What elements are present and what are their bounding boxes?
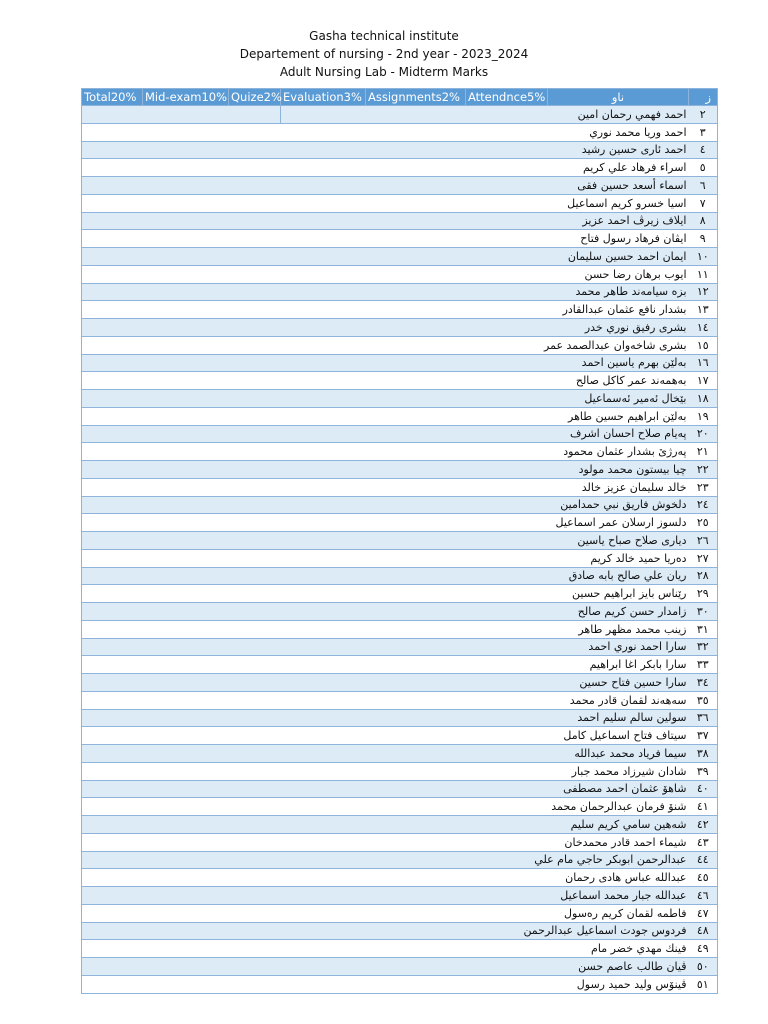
score-cells-left[interactable] [82,496,281,514]
score-cells-right[interactable] [281,425,548,443]
student-number: ١١ [689,265,718,283]
score-cells-right[interactable] [281,212,548,230]
student-name: بەهمەند عمر كاكل صالح [548,372,689,390]
score-cells-right[interactable] [281,638,548,656]
table-row [82,638,718,656]
student-name: عبدالرحمن ابوبكر حاجي مام علي [548,851,689,869]
table-row [82,887,718,905]
course-title: Adult Nursing Lab - Midterm Marks [279,65,489,79]
col-header-evaluation[interactable]: Evaluation3% [281,89,366,106]
table-row [82,319,718,337]
student-number: ٤١ [689,798,718,816]
student-number: ٨ [689,212,718,230]
score-cells-left[interactable] [82,674,281,692]
table-row [82,656,718,674]
student-name: پەيام صلاح احسان اشرف [548,425,689,443]
student-number: ٩ [689,230,718,248]
marks-table [81,88,718,994]
score-cells-left[interactable] [82,620,281,638]
table-row [82,727,718,745]
score-cells-right[interactable] [281,816,548,834]
student-name: اسيا خسرو كريم اسماعيل [548,194,689,212]
student-number: ١٠ [689,248,718,266]
score-cells-right[interactable] [281,904,548,922]
score-cells-left[interactable] [82,833,281,851]
table-row [82,975,718,993]
score-cells-left[interactable] [82,869,281,887]
score-cells-left[interactable] [82,922,281,940]
score-cells-right[interactable] [281,780,548,798]
score-cells-left[interactable] [82,159,281,177]
student-name: عبدالله عباس هادى رحمان [548,869,689,887]
score-cells-left[interactable] [82,336,281,354]
score-cells-right[interactable] [281,354,548,372]
score-cells-right[interactable] [281,709,548,727]
score-cells-right[interactable] [281,532,548,550]
col-header-number[interactable]: ز [689,89,718,106]
student-name: سەهەند لقمان قادر محمد [548,691,689,709]
score-cells-left[interactable] [82,798,281,816]
score-cells-left[interactable] [82,549,281,567]
student-name: احمد فهمي رحمان امين [548,106,689,124]
student-name: ايڤان فرهاد رسول فتاح [548,230,689,248]
score-cells-right[interactable] [281,549,548,567]
score-cells-left[interactable] [82,691,281,709]
student-number: ٥١ [689,975,718,993]
score-cells-left[interactable] [82,194,281,212]
score-cells-right[interactable] [281,265,548,283]
score-cells-right[interactable] [281,123,548,141]
student-number: ٦ [689,177,718,195]
score-cells-right[interactable] [281,922,548,940]
table-row [82,461,718,479]
table-row [82,425,718,443]
score-cells-right[interactable] [281,461,548,479]
col-header-attendance[interactable]: Attendnce5% [466,89,548,106]
score-cells-left[interactable] [82,851,281,869]
score-cells-left[interactable] [82,585,281,603]
student-name: شنۆ فرمان عبدالرحمان محمد [548,798,689,816]
student-name: فردوس جودت اسماعيل عبدالرحمن [548,922,689,940]
table-row [82,230,718,248]
score-cells-right[interactable] [281,762,548,780]
score-cells-left[interactable] [82,904,281,922]
score-cells-left[interactable] [82,230,281,248]
student-name: زامدار حسن كريم صالح [548,603,689,621]
score-cells-left[interactable] [82,372,281,390]
score-cells-left[interactable] [82,265,281,283]
table-row [82,478,718,496]
student-number: ٢٥ [689,514,718,532]
score-cells-left[interactable] [82,461,281,479]
student-number: ٣٩ [689,762,718,780]
student-name: خالد سليمان عزيز خالد [548,478,689,496]
student-number: ٢١ [689,443,718,461]
student-name: احمد ئاری حسين رشيد [548,141,689,159]
score-cells-right[interactable] [281,656,548,674]
score-cells-left[interactable] [82,727,281,745]
student-name: بزه سيامەند طاهر محمد [548,283,689,301]
student-name: سارا حسين فتاح حسين [548,674,689,692]
score-cells-right[interactable] [281,372,548,390]
student-number: ٢ [689,106,718,124]
student-number: ٤٩ [689,940,718,958]
score-cells-right[interactable] [281,603,548,621]
student-name: شاهۆ عثمان احمد مصطفى [548,780,689,798]
student-name: ريان علي صالح بابه صادق [548,567,689,585]
table-row [82,283,718,301]
table-row [82,106,718,124]
student-number: ٥ [689,159,718,177]
institute-name: Gasha technical institute [309,29,459,43]
student-number: ٢٩ [689,585,718,603]
table-row [82,709,718,727]
student-number: ١٦ [689,354,718,372]
student-number: ١٤ [689,319,718,337]
table-row [82,745,718,763]
score-cells-right[interactable] [281,958,548,976]
student-name: سولين سالم سليم احمد [548,709,689,727]
student-name: بێخال ئەمير ئەسماعيل [548,390,689,408]
score-cells-left[interactable] [82,390,281,408]
table-row [82,123,718,141]
student-name: بشرى شاخەوان عبدالصمد عمر [548,336,689,354]
score-cells-left[interactable] [82,141,281,159]
score-cells-left[interactable] [82,425,281,443]
score-cells-left[interactable] [82,975,281,993]
student-name: عبدالله جبار محمد اسماعيل [548,887,689,905]
table-row [82,620,718,638]
table-row [82,798,718,816]
score-cells-left[interactable] [82,248,281,266]
score-cells-right[interactable] [281,230,548,248]
score-cells-right[interactable] [281,514,548,532]
score-cells-left[interactable] [82,656,281,674]
student-name: سيتاف فتاح اسماعيل كامل [548,727,689,745]
table-row [82,248,718,266]
student-number: ٢٠ [689,425,718,443]
student-number: ٣٤ [689,674,718,692]
student-name: اسماء أسعد حسين فقى [548,177,689,195]
student-number: ٣١ [689,620,718,638]
table-row [82,780,718,798]
table-row [82,177,718,195]
col-header-assignments[interactable]: Assignments2% [366,89,466,106]
score-cells-right[interactable] [281,833,548,851]
table-row [82,922,718,940]
score-cells-left[interactable] [82,283,281,301]
student-number: ٢٨ [689,567,718,585]
table-row [82,940,718,958]
student-name: ڤينۆس وليد حميد رسول [548,975,689,993]
student-name: دياری صلاح صباح ياسين [548,532,689,550]
student-name: ڤيان طالب عاصم حسن [548,958,689,976]
score-cells-left[interactable] [82,638,281,656]
col-header-total[interactable]: Total20% [82,89,143,106]
score-cells-right[interactable] [281,798,548,816]
student-number: ١٣ [689,301,718,319]
student-number: ٣ [689,123,718,141]
table-body [82,106,718,994]
score-cells-right[interactable] [281,585,548,603]
score-cells-right[interactable] [281,194,548,212]
score-cells-left[interactable] [82,123,281,141]
col-header-midexam[interactable]: Mid-exam10% [143,89,229,106]
score-cells-right[interactable] [281,691,548,709]
table-row [82,390,718,408]
student-number: ٧ [689,194,718,212]
student-number: ٤٤ [689,851,718,869]
student-number: ٥٠ [689,958,718,976]
table-row [82,265,718,283]
score-cells-left[interactable] [82,478,281,496]
score-cells-right[interactable] [281,106,548,124]
score-cells-left[interactable] [82,443,281,461]
table-row [82,159,718,177]
score-cells-right[interactable] [281,478,548,496]
score-cells-left[interactable] [82,567,281,585]
score-cells-right[interactable] [281,159,548,177]
student-number: ٤٣ [689,833,718,851]
header-row [82,89,718,106]
student-number: ٣٣ [689,656,718,674]
student-number: ٣٦ [689,709,718,727]
student-name: سارا احمد نوري احمد [548,638,689,656]
score-cells-right[interactable] [281,674,548,692]
col-header-name[interactable]: ناو [548,89,689,106]
student-number: ٣٢ [689,638,718,656]
student-name: شادان شيرزاد محمد جبار [548,762,689,780]
table-row [82,514,718,532]
table-row [82,851,718,869]
table-row [82,194,718,212]
student-name: شيماء احمد قادر محمدخان [548,833,689,851]
student-name: رێناس بايز ابراهيم حسين [548,585,689,603]
table-row [82,762,718,780]
score-cells-left[interactable] [82,532,281,550]
student-name: بەلێن بهرم ياسين احمد [548,354,689,372]
score-cells-left[interactable] [82,603,281,621]
score-cells-left[interactable] [82,177,281,195]
student-number: ٣٨ [689,745,718,763]
score-cells-right[interactable] [281,975,548,993]
student-number: ٤٨ [689,922,718,940]
score-cells-right[interactable] [281,620,548,638]
student-number: ٤ [689,141,718,159]
student-name: زينب محمد مظهر طاهر [548,620,689,638]
score-cells-left[interactable] [82,709,281,727]
student-number: ١٩ [689,407,718,425]
score-cells-right[interactable] [281,177,548,195]
score-cells-right[interactable] [281,443,548,461]
student-number: ٤٢ [689,816,718,834]
table-row [82,674,718,692]
table-row [82,691,718,709]
table-row [82,958,718,976]
score-cells-right[interactable] [281,390,548,408]
score-cells-right[interactable] [281,727,548,745]
score-cells-left[interactable] [82,958,281,976]
table-row [82,549,718,567]
col-header-quize[interactable]: Quize2% [229,89,281,106]
table-row [82,567,718,585]
table-row [82,336,718,354]
student-number: ٢٧ [689,549,718,567]
student-number: ٤٧ [689,904,718,922]
table-row [82,443,718,461]
score-cells-left[interactable] [82,407,281,425]
table-row [82,869,718,887]
table-row [82,141,718,159]
score-cells-left[interactable] [82,514,281,532]
score-cells-right[interactable] [281,283,548,301]
score-cells-right[interactable] [281,745,548,763]
student-number: ٣٠ [689,603,718,621]
student-name: بشدار نافع عثمان عبدالقادر [548,301,689,319]
student-number: ٢٤ [689,496,718,514]
table-row [82,301,718,319]
student-name: دلسوز ارسلان عمر اسماعيل [548,514,689,532]
student-number: ٢٣ [689,478,718,496]
student-name: پەرژێ بشدار عثمان محمود [548,443,689,461]
student-name: سيما فرياد محمد عبدالله [548,745,689,763]
score-cells-right[interactable] [281,301,548,319]
student-number: ٤٠ [689,780,718,798]
score-cells-left[interactable] [82,780,281,798]
score-cells-left[interactable] [82,762,281,780]
student-number: ٣٥ [689,691,718,709]
student-name: سارا بابكر اغا ابراهيم [548,656,689,674]
table-row [82,372,718,390]
table-row [82,904,718,922]
table-row [82,354,718,372]
score-cells-left[interactable] [82,940,281,958]
student-number: ١٧ [689,372,718,390]
table-row [82,496,718,514]
score-cells-right[interactable] [281,407,548,425]
student-number: ٤٥ [689,869,718,887]
score-cells-right[interactable] [281,851,548,869]
table-row [82,816,718,834]
student-number: ١٨ [689,390,718,408]
document-header [0,27,768,81]
student-name: فاطمه لقمان كريم رەسول [548,904,689,922]
department-line: Departement of nursing - 2nd year - 2023_2024 [239,47,529,61]
table-row [82,212,718,230]
score-cells-left[interactable] [82,301,281,319]
score-cells-right[interactable] [281,141,548,159]
student-number: ٤٦ [689,887,718,905]
table-row [82,833,718,851]
score-cells-left[interactable] [82,354,281,372]
score-cells-right[interactable] [281,887,548,905]
score-cells-right[interactable] [281,248,548,266]
table-row [82,603,718,621]
score-cells-left[interactable] [82,106,281,124]
student-name: ايوب برهان رضا حسن [548,265,689,283]
score-cells-left[interactable] [82,816,281,834]
student-name: دلخوش فاريق نبي حمدامين [548,496,689,514]
student-number: ٢٢ [689,461,718,479]
student-number: ١٢ [689,283,718,301]
score-cells-left[interactable] [82,887,281,905]
score-cells-left[interactable] [82,212,281,230]
student-name: بەلێن ابراهيم حسين طاهر [548,407,689,425]
student-name: اسراء فرهاد علي كريم [548,159,689,177]
student-name: چيا بيستون محمد مولود [548,461,689,479]
score-cells-left[interactable] [82,319,281,337]
student-name: فينك مهدي خضر مام [548,940,689,958]
student-number: ٣٧ [689,727,718,745]
student-number: ٢٦ [689,532,718,550]
score-cells-right[interactable] [281,496,548,514]
student-number: ١٥ [689,336,718,354]
score-cells-left[interactable] [82,745,281,763]
score-cells-right[interactable] [281,319,548,337]
score-cells-right[interactable] [281,869,548,887]
student-name: احمد وريا محمد نوري [548,123,689,141]
score-cells-right[interactable] [281,940,548,958]
student-name: ايلاف زيرڤ احمد عزيز [548,212,689,230]
student-name: ايمان احمد حسين سليمان [548,248,689,266]
score-cells-right[interactable] [281,336,548,354]
score-cells-right[interactable] [281,567,548,585]
table-row [82,407,718,425]
student-name: بشرى رفيق نوري خدر [548,319,689,337]
table-row [82,532,718,550]
student-name: شەهين سامي كريم سليم [548,816,689,834]
table-row [82,585,718,603]
student-name: دەريا حميد خالد كريم [548,549,689,567]
